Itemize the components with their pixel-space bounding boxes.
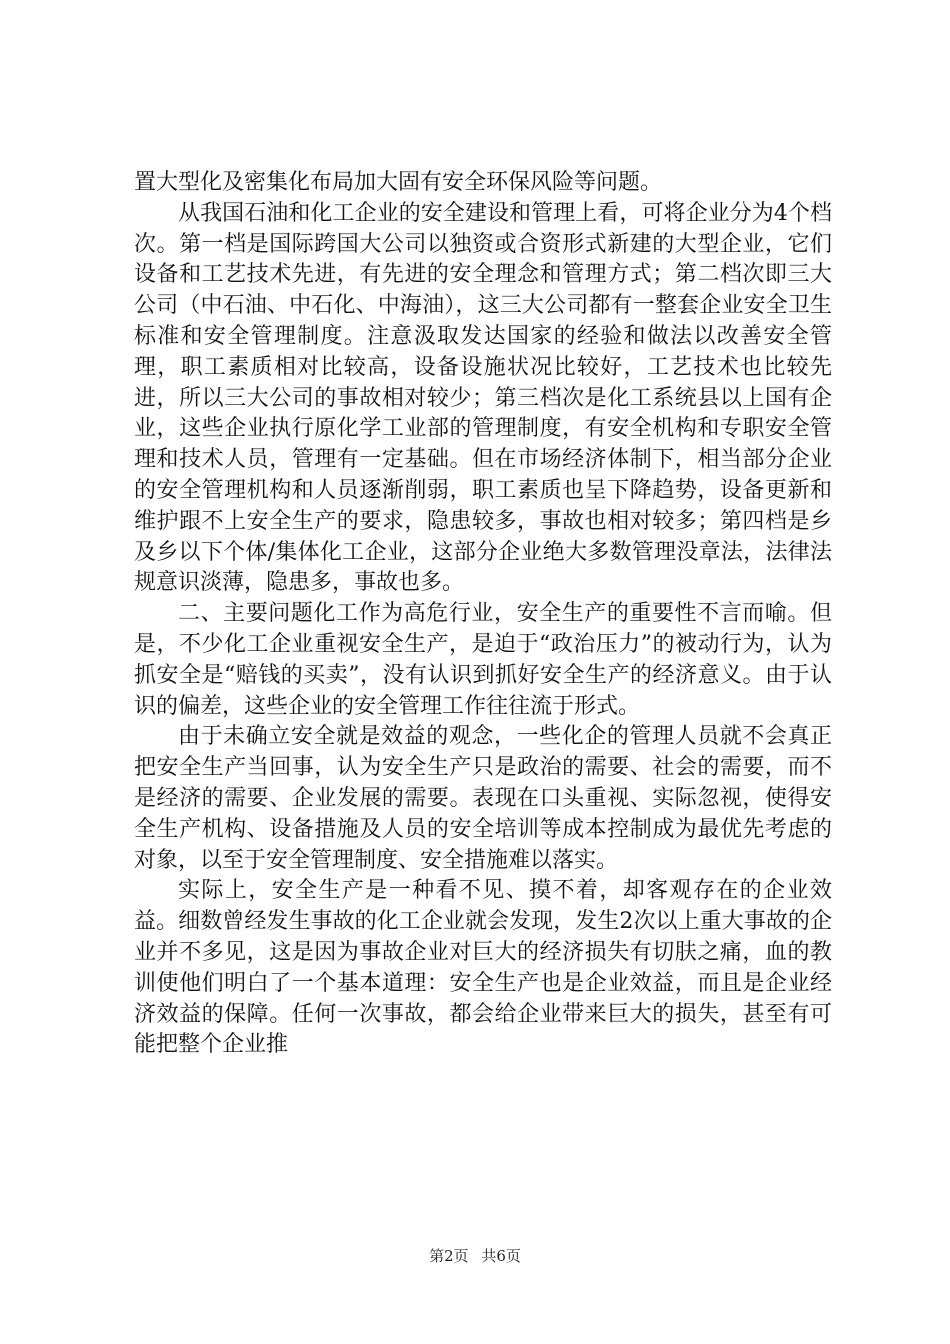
document-body	[134, 168, 832, 1061]
paragraph-continuation: 置大型化及密集化布局加大固有安全环保风险等问题。	[134, 170, 663, 195]
paragraph-enterprise-tiers: 从我国石油和化工企业的安全建设和管理上看，可将企业分为4个档次。第一档是国际跨国大公司以独资或合资形式新建的大型企业，它们设备和工艺技术先进，有先进的安全理念和管理方式；第二档次即三大公司（中石油、中石化、中海油），这三大公司都有一整套企业安全卫生标准和安全管理制度。注意汲取发达国家的经验和做法以改善安全管理，职工素质相对比较高，设备设施状况比较好，工艺技术也比较先进，所以三大公司的事故相对较少；第三档次是化工系统县以上国有企业，这些企业执行原化学工业部的管理制度，有安全机构和专职安全管理和技术人员，管理有一定基础。但在市场经济体制下，相当部分企业的安全管理机构和人员逐渐削弱，职工素质也呈下降趋势，设备更新和维护跟不上安全生产的要求，隐患较多，事故也相对较多；第四档是乡及乡以下个体/集体化工企业，这部分企业绝大多数管理没章法，法律法规意识淡薄，隐患多，事故也多。	[134, 200, 832, 596]
paragraph-main-problems: 二、主要问题化工作为高危行业，安全生产的重要性不言而喻。但是，不少化工企业重视安全生产，是迫于“政治压力”的被动行为，认为抓安全是“赔钱的买卖”，没有认识到抓好安全生产的经济意义。由于认识的偏差，这些企业的安全管理工作往往流于形式。	[134, 601, 832, 719]
paragraph-safety-as-benefit: 实际上，安全生产是一种看不见、摸不着，却客观存在的企业效益。细数曾经发生事故的化工企业就会发现，发生2次以上重大事故的企业并不多见，这是因为事故企业对巨大的经济损失有切肤之痛，血的教训使他们明白了一个基本道理：安全生产也是企业效益，而且是企业经济效益的保障。任何一次事故，都会给企业带来巨大的损失，甚至有可能把整个企业推	[134, 878, 832, 1058]
page-number-total: 共6页	[481, 1247, 521, 1265]
paragraph-safety-benefit-concept: 由于未确立安全就是效益的观念，一些化企的管理人员就不会真正把安全生产当回事，认为安全生产只是政治的需要、社会的需要，而不是经济的需要、企业发展的需要。表现在口头重视、实际忽视，使得安全生产机构、设备措施及人员的安全培训等成本控制成为最优先考虑的对象，以至于安全管理制度、安全措施难以落实。	[134, 724, 832, 873]
page-number-current: 第2页	[429, 1247, 469, 1265]
page-footer	[0, 1245, 950, 1266]
